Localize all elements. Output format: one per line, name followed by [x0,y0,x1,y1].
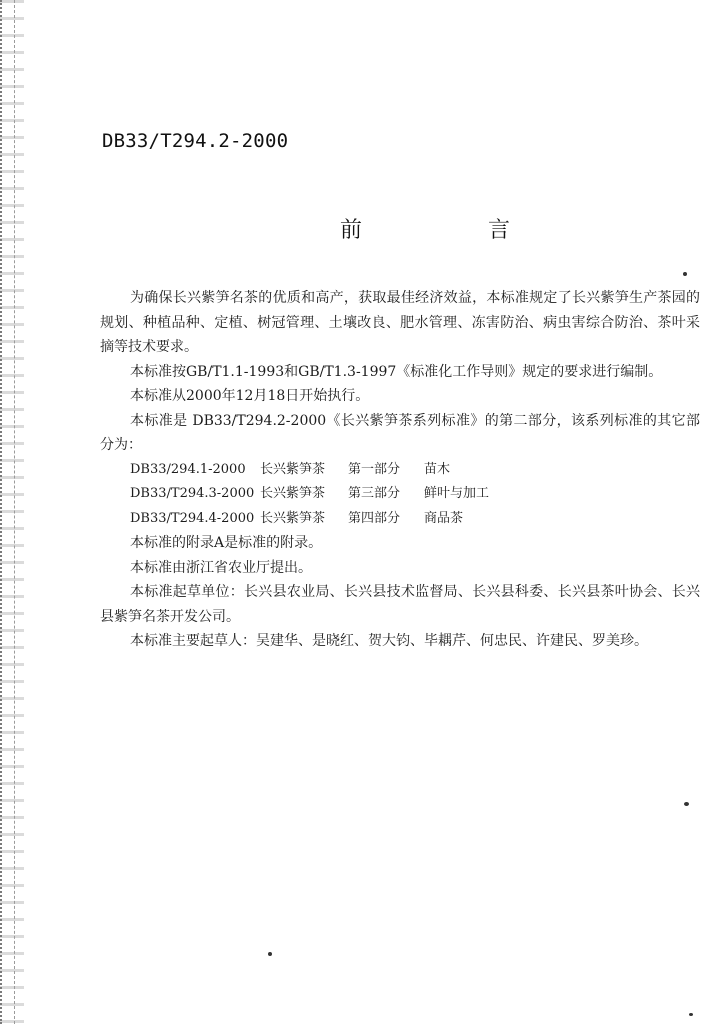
paragraph: 本标准由浙江省农业厅提出。 [130,559,312,576]
standard-topic: 商品茶 [424,510,464,526]
paragraph: 本标准主要起草人：吴建华、是晓红、贺大钧、毕耦芹、何忠民、许建民、罗美珍。 [130,633,648,649]
standard-topic: 苗木 [424,461,451,477]
scan-speck [683,272,687,276]
standard-entry [100,482,700,507]
standard-entry [100,458,700,483]
scan-speck [684,802,689,806]
standard-name: 长兴紫笋茶 [260,461,326,477]
paragraph: 本标准的附录A是标准的附录。 [130,535,323,551]
standard-topic: 鲜叶与加工 [424,486,490,501]
document-code: DB33/T294.2-2000 [102,130,289,152]
paragraph: 本标准按GB/T1.1-1993和GB/T1.3-1997《标准化工作导则》规定的要求进行编制。 [130,363,663,380]
foreword-body [100,286,700,654]
standard-code: DB33/T294.3-2000 [130,486,255,501]
binding-edge [0,0,24,1024]
scan-speck [268,952,272,956]
standard-part: 第四部分 [348,510,401,526]
standard-part: 第一部分 [348,461,401,477]
page-title: 前 言 [340,218,563,243]
standard-code: DB33/T294.4-2000 [130,510,255,526]
standard-name: 长兴紫笋茶 [260,486,326,501]
paragraph: 为确保长兴紫笋名茶的优质和高产，获取最佳经济效益，本标准规定了长兴紫笋生产茶园的规划、种植品种、定植、树冠管理、土壤改良、肥水管理、冻害防治、病虫害综合防治、茶叶采摘等技术要求。 [100,290,700,355]
scan-speck [689,1013,693,1016]
paragraph: 本标准起草单位：长兴县农业局、长兴县技术监督局、长兴县科委、长兴县茶叶协会、长兴县紫笋名茶开发公司。 [100,584,700,625]
standard-name: 长兴紫笋茶 [260,510,326,526]
standard-code: DB33/294.1-2000 [130,461,246,477]
standard-entry [100,507,700,532]
paragraph: 本标准从2000年12月18日开始执行。 [130,388,370,404]
paragraph: 本标准是 DB33/T294.2-2000《长兴紫笋茶系列标准》的第二部分，该系列标准的其它部分为： [100,412,700,453]
standard-part: 第三部分 [348,486,401,501]
